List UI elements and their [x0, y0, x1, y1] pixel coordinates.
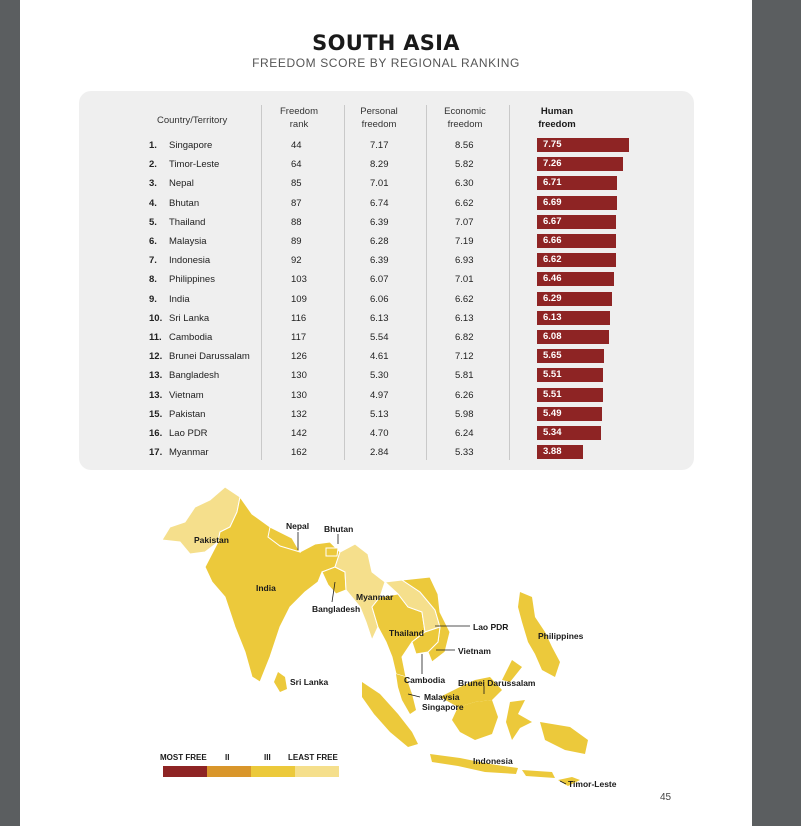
table-row: [79, 175, 694, 194]
row-country: Malaysia: [169, 236, 207, 247]
row-freedom-rank: 88: [291, 216, 302, 228]
row-economic-freedom: 7.12: [455, 351, 474, 363]
row-number: 1.: [149, 140, 157, 151]
page-subtitle: FREEDOM SCORE BY REGIONAL RANKING: [252, 56, 520, 70]
row-number: 10.: [149, 312, 163, 324]
table-row: [79, 425, 694, 444]
row-personal-freedom: 5.54: [370, 332, 389, 343]
row-freedom-rank: 103: [291, 274, 307, 286]
row-country: Brunei Darussalam: [169, 351, 250, 363]
map-label-malaysia: Malaysia: [424, 692, 460, 702]
row-country: Bhutan: [169, 197, 200, 209]
human-freedom-bar: 7.75: [537, 138, 629, 152]
row-economic-freedom: 5.82: [455, 159, 474, 171]
row-freedom-rank: 44: [291, 140, 302, 151]
row-personal-freedom: 7.17: [370, 140, 389, 151]
page-number: 45: [660, 792, 672, 803]
row-country: Cambodia: [169, 332, 213, 343]
header-personal-freedom: Personal freedom: [360, 106, 398, 130]
row-economic-freedom: 6.82: [455, 332, 474, 343]
page-title: SOUTH ASIA: [312, 31, 460, 55]
map-label-pakistan: Pakistan: [194, 535, 229, 545]
map-label-nepal: Nepal: [286, 521, 310, 531]
row-country: Vietnam: [169, 389, 204, 401]
row-freedom-rank: 162: [291, 447, 307, 459]
legend-swatch-ii: [207, 766, 251, 777]
map-indonesia-sulawesi: [506, 700, 532, 740]
map-label-brunei: Brunei Darussalam: [458, 678, 536, 688]
row-freedom-rank: 126: [291, 351, 307, 363]
map-label-philippines: Philippines: [538, 631, 584, 641]
table-row: [79, 406, 694, 425]
map-label-bangladesh: Bangladesh: [312, 604, 361, 614]
row-country: Philippines: [169, 274, 215, 286]
row-number: 13.: [149, 389, 163, 401]
row-economic-freedom: 5.33: [455, 447, 474, 459]
table-row: [79, 329, 694, 348]
map-svg: [140, 482, 617, 802]
row-personal-freedom: 4.97: [370, 389, 389, 401]
map-label-srilanka: Sri Lanka: [290, 677, 329, 687]
legend-most-free: MOST FREE: [160, 753, 207, 762]
map-srilanka: [274, 672, 287, 692]
row-economic-freedom: 6.62: [455, 293, 474, 305]
row-number: 16.: [149, 428, 163, 439]
region-map: [140, 482, 617, 802]
row-number: 13.: [149, 370, 163, 382]
legend-swatch-most-free: [163, 766, 207, 777]
map-label-bhutan: Bhutan: [324, 524, 354, 534]
map-label-vietnam: Vietnam: [458, 646, 491, 656]
table-row: [79, 195, 694, 214]
row-freedom-rank: 109: [291, 293, 307, 305]
human-freedom-bar: 5.51: [537, 368, 603, 382]
human-freedom-bar: 6.69: [537, 196, 617, 210]
human-freedom-bar: 6.46: [537, 272, 614, 286]
human-freedom-bar: 7.26: [537, 157, 623, 171]
row-freedom-rank: 116: [291, 312, 307, 324]
row-freedom-rank: 117: [291, 332, 307, 343]
table-row: [79, 310, 694, 329]
table-row: [79, 271, 694, 290]
human-freedom-bar: 6.08: [537, 330, 609, 344]
report-page: [20, 0, 752, 826]
row-number: 11.: [149, 332, 162, 343]
legend-least-free: LEAST FREE: [288, 753, 338, 762]
row-personal-freedom: 6.74: [370, 197, 389, 209]
table-row: [79, 214, 694, 233]
table-row: [79, 367, 694, 386]
map-label-singapore: Singapore: [422, 702, 464, 712]
table-row: [79, 387, 694, 406]
human-freedom-bar: 6.13: [537, 311, 610, 325]
row-personal-freedom: 2.84: [370, 447, 389, 459]
map-label-cambodia: Cambodia: [404, 675, 446, 685]
human-freedom-bar: 5.49: [537, 407, 602, 421]
row-country: Thailand: [169, 216, 206, 228]
row-freedom-rank: 92: [291, 255, 302, 267]
row-personal-freedom: 5.30: [370, 370, 389, 382]
header-country: Country/Territory: [157, 115, 228, 126]
row-number: 5.: [149, 216, 157, 228]
row-country: Pakistan: [169, 408, 206, 420]
row-freedom-rank: 130: [291, 370, 307, 382]
row-personal-freedom: 6.39: [370, 255, 389, 267]
row-freedom-rank: 64: [291, 159, 302, 171]
row-number: 6.: [149, 236, 157, 247]
row-country: Lao PDR: [169, 428, 208, 439]
row-personal-freedom: 4.70: [370, 428, 389, 439]
row-freedom-rank: 142: [291, 428, 307, 439]
row-economic-freedom: 6.93: [455, 255, 474, 267]
row-economic-freedom: 8.56: [455, 140, 474, 151]
row-freedom-rank: 89: [291, 236, 302, 247]
row-country: India: [169, 293, 190, 305]
row-country: Nepal: [169, 178, 194, 190]
human-freedom-bar: 5.34: [537, 426, 601, 440]
map-label-lao: Lao PDR: [473, 622, 509, 632]
row-country: Myanmar: [169, 447, 209, 459]
header-freedom-rank: Freedom rank: [279, 106, 318, 130]
row-economic-freedom: 7.19: [455, 236, 474, 247]
map-indonesia-east: [522, 722, 588, 778]
row-personal-freedom: 6.06: [370, 293, 389, 305]
row-personal-freedom: 4.61: [370, 351, 389, 363]
human-freedom-bar: 3.88: [537, 445, 583, 459]
human-freedom-bar: 6.71: [537, 176, 617, 190]
row-freedom-rank: 87: [291, 197, 302, 209]
human-freedom-bar: 6.62: [537, 253, 616, 267]
row-number: 15.: [149, 408, 163, 420]
row-economic-freedom: 7.01: [455, 274, 474, 286]
row-country: Indonesia: [169, 255, 211, 267]
row-number: 12.: [149, 351, 163, 363]
map-label-india: India: [256, 583, 276, 593]
header-human-freedom: Human freedom: [538, 106, 576, 130]
legend-ii: II: [225, 753, 230, 762]
legend-swatch-iii: [251, 766, 295, 777]
row-personal-freedom: 6.28: [370, 236, 389, 247]
row-personal-freedom: 8.29: [370, 159, 389, 171]
row-economic-freedom: 6.24: [455, 428, 474, 439]
row-country: Singapore: [169, 140, 213, 151]
row-number: 8.: [149, 274, 157, 286]
row-country: Timor-Leste: [169, 159, 220, 171]
row-economic-freedom: 6.30: [455, 178, 474, 190]
row-number: 17.: [149, 447, 163, 459]
row-personal-freedom: 7.01: [370, 178, 389, 190]
row-personal-freedom: 6.07: [370, 274, 389, 286]
row-personal-freedom: 6.13: [370, 312, 389, 324]
map-label-timor: Timor-Leste: [568, 779, 617, 789]
table-row: [79, 348, 694, 367]
human-freedom-bar: 6.67: [537, 215, 616, 229]
table-row: [79, 252, 694, 271]
row-freedom-rank: 132: [291, 408, 307, 420]
human-freedom-bar: 6.66: [537, 234, 616, 248]
table-row: [79, 233, 694, 252]
legend-swatch-least-free: [295, 766, 339, 777]
table-row: [79, 137, 694, 156]
map-label-myanmar: Myanmar: [356, 592, 394, 602]
row-economic-freedom: 5.81: [455, 370, 474, 382]
row-economic-freedom: 6.13: [455, 312, 474, 324]
human-freedom-bar: 6.29: [537, 292, 612, 306]
row-number: 2.: [149, 159, 157, 171]
row-economic-freedom: 6.62: [455, 197, 474, 209]
row-country: Sri Lanka: [169, 312, 210, 324]
row-personal-freedom: 6.39: [370, 216, 389, 228]
human-freedom-bar: 5.51: [537, 388, 603, 402]
header-economic-freedom: Economic freedom: [444, 106, 486, 130]
legend-iii: III: [264, 753, 271, 762]
row-freedom-rank: 85: [291, 178, 302, 190]
table-row: [79, 444, 694, 463]
row-country: Bangladesh: [169, 370, 220, 382]
row-number: 9.: [149, 293, 157, 305]
freedom-table-panel: [79, 91, 694, 470]
table-row: [79, 156, 694, 175]
row-number: 4.: [149, 197, 157, 209]
map-bhutan: [326, 548, 338, 556]
table-row: [79, 291, 694, 310]
row-number: 7.: [149, 255, 157, 267]
row-economic-freedom: 7.07: [455, 216, 474, 228]
row-personal-freedom: 5.13: [370, 408, 389, 420]
row-economic-freedom: 6.26: [455, 389, 474, 401]
map-label-thailand: Thailand: [389, 628, 424, 638]
row-number: 3.: [149, 178, 157, 190]
map-label-indonesia: Indonesia: [473, 756, 513, 766]
row-economic-freedom: 5.98: [455, 408, 474, 420]
row-freedom-rank: 130: [291, 389, 307, 401]
human-freedom-bar: 5.65: [537, 349, 604, 363]
